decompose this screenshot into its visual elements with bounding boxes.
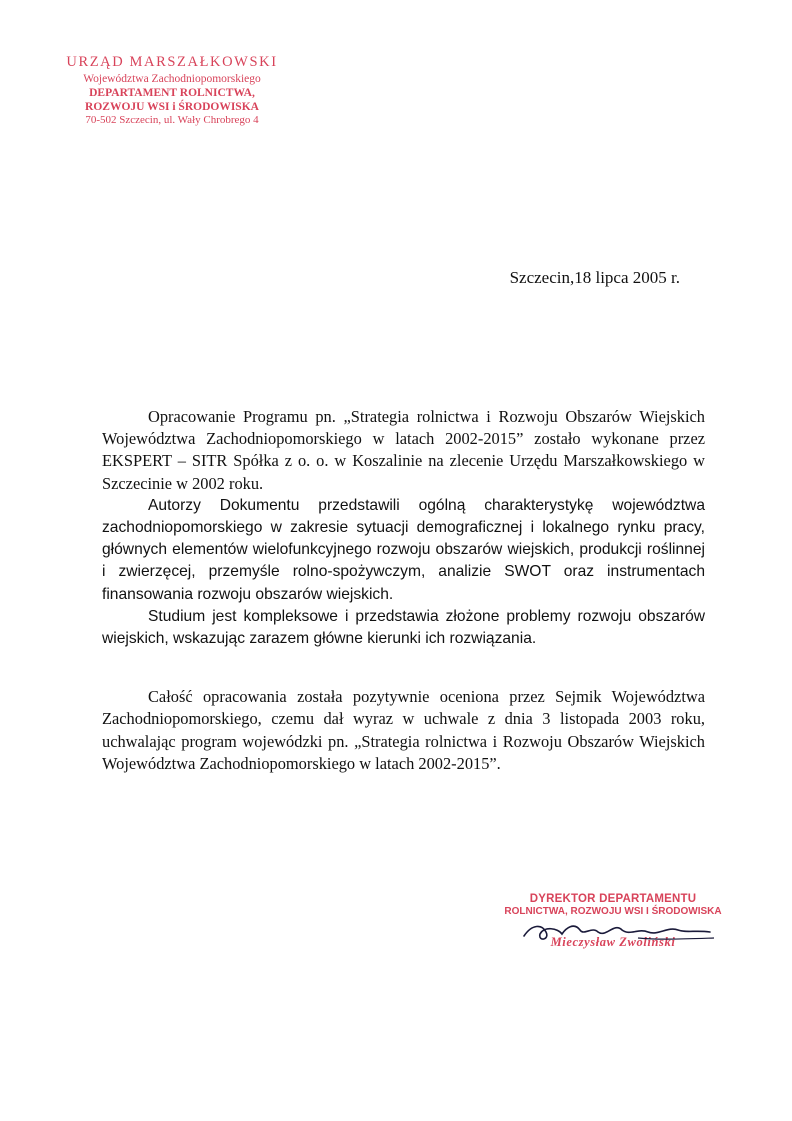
letterhead-department-cont: ROZWOJU WSI i ŚRODOWISKA [85,100,259,113]
letterhead-office: URZĄD MARSZAŁKOWSKI [66,54,278,70]
letter-body [102,406,705,775]
paragraph-2: Autorzy Dokumentu przedstawili ogólną charakterystykę województwa zachodniopomorskiego w zakresie sytuacji demograficznej i lokalnego rynku pracy, głównych elementów wielofunkcyjnego rozwoju obszarów wiejskich, produkcji roślinnej i zwierzęcej, przemyśle rolno-spożywczym, analizie SWOT oraz instrumentach finansowania rozwoju obszarów wiejskich. [102,496,705,603]
letterhead-stamp [52,54,292,127]
paragraph-4: Całość opracowania została pozytywnie oceniona przez Sejmik Województwa Zachodniopomorskiego, czemu dał wyraz w uchwale z dnia 3 listopada 2003 roku, uchwalając program wojewódzki pn. „Strategia rolnictwa i Rozwoju Obszarów Wiejskich Województwa Zachodniopomorskiego w latach 2002-2015”. [102,687,705,773]
letterhead-department: DEPARTAMENT ROLNICTWA, [89,86,255,99]
signature-name: Mieczysław Zwoliński [550,935,676,949]
handwritten-signature-icon [518,908,718,948]
signature-department: ROLNICTWA, ROZWOJU WSI I ŚRODOWISKA [504,906,722,917]
paragraph-3: Studium jest kompleksowe i przedstawia złożone problemy rozwoju obszarów wiejskich, wskazując zarazem główne kierunki ich rozwiązania. [102,607,705,648]
letter-date: Szczecin,18 lipca 2005 r. [509,268,680,287]
signature-title: DYREKTOR DEPARTAMENTU [529,893,697,905]
letterhead-region: Województwa Zachodniopomorskiego [83,72,261,85]
letterhead-address: 70-502 Szczecin, ul. Wały Chrobrego 4 [85,113,259,126]
paragraph-1: Opracowanie Programu pn. „Strategia rolnictwa i Rozwoju Obszarów Wiejskich Województwa Zachodniopomorskiego w latach 2002-2015” zostało wykonane przez EKSPERT – SITR Spółka z o. o. w Koszalinie na zlecenie Urzędu Marszałkowskiego w Szczecinie w 2002 roku. [102,407,705,493]
